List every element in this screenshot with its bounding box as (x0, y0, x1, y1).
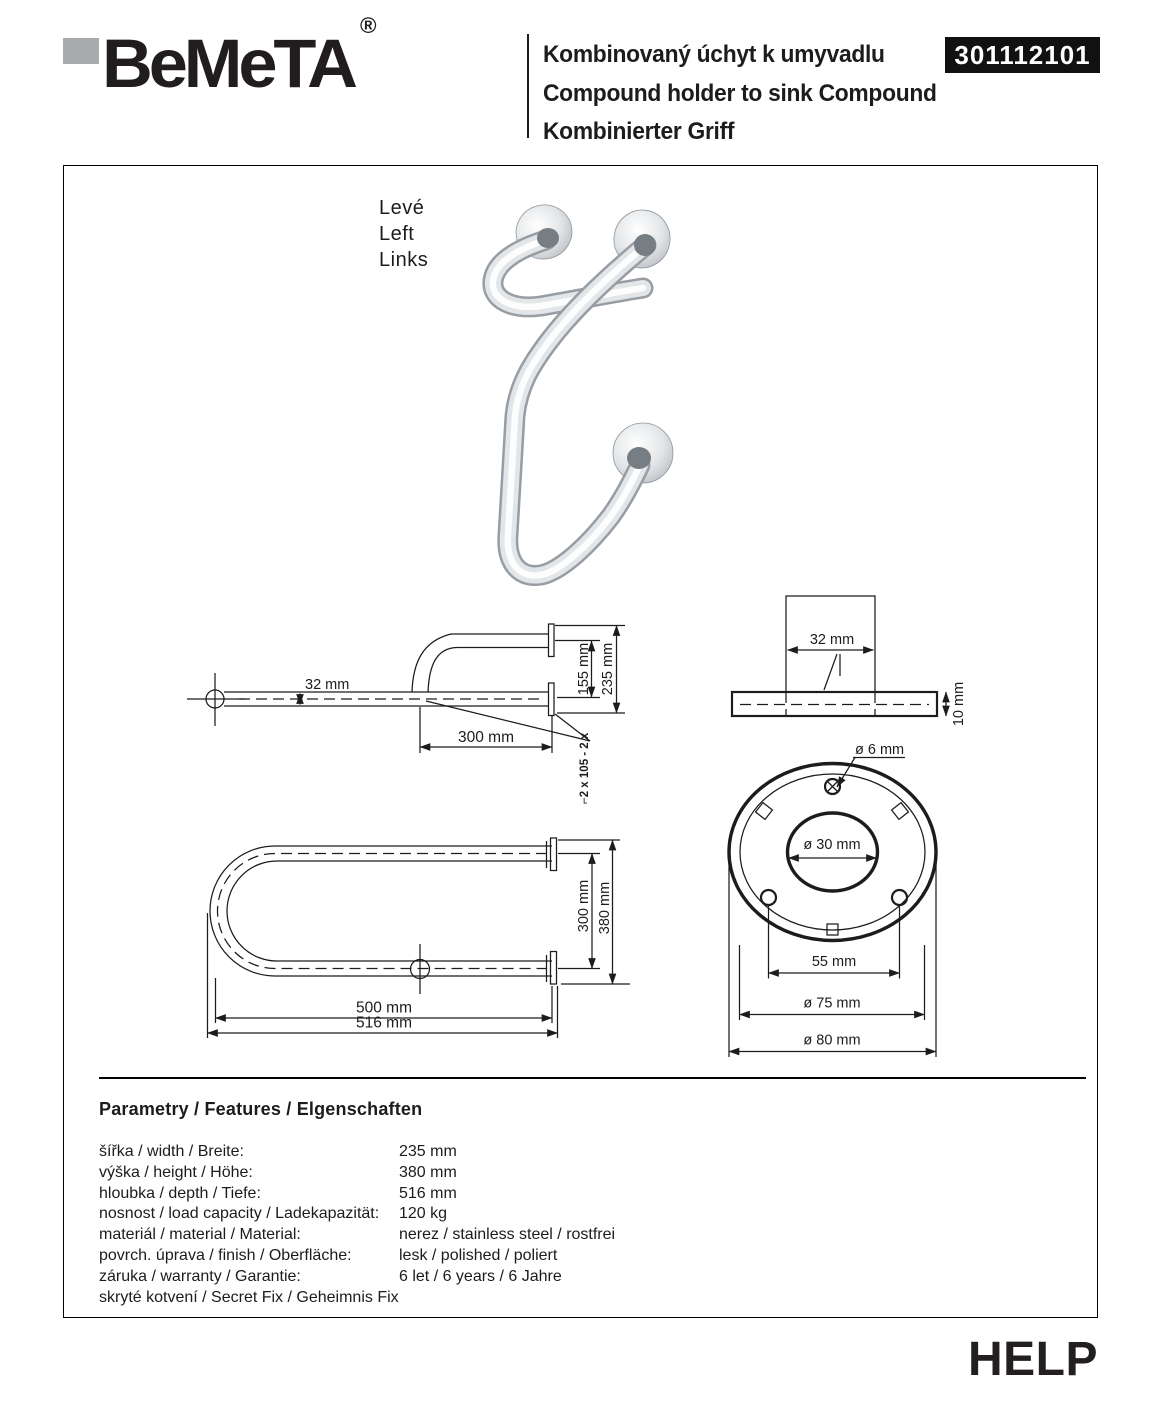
brand-logo-text: BeMeTA (102, 25, 354, 102)
dim-side-tube-diameter: 32 mm (305, 677, 350, 693)
table-row (99, 1225, 999, 1246)
param-value: nerez / stainless steel / rostfrei (399, 1226, 616, 1244)
param-label: šířka / width / Breite: (99, 1143, 244, 1160)
product-code-badge: 301112101 (945, 37, 1100, 73)
param-label: záruka / warranty / Garantie: (99, 1267, 301, 1285)
dim-side-depth: 300 mm (458, 729, 514, 746)
table-row (99, 1267, 999, 1288)
dim-hole-pitch: 55 mm (811, 954, 857, 970)
param-value: 6 let / 6 years / 6 Jahre (399, 1267, 562, 1285)
param-value: 516 mm (399, 1184, 457, 1202)
table-row (99, 1204, 999, 1225)
dim-center-hole: ø 30 mm (803, 837, 861, 853)
param-value: 120 kg (399, 1205, 448, 1223)
param-value: 235 mm (399, 1143, 457, 1160)
product-title-de: Kombinierter Griff (543, 118, 735, 145)
registered-trademark: ® (359, 13, 377, 38)
dim-side-height-inner: 155 mm (576, 642, 592, 696)
header-divider (527, 34, 529, 138)
param-label: skryté kotvení / Secret Fix / Geheimnis Fix (99, 1288, 399, 1306)
table-row (99, 1142, 999, 1163)
param-value: 380 mm (399, 1163, 457, 1181)
dim-flange-thickness: 10 mm (951, 681, 967, 727)
table-row (99, 1163, 999, 1184)
variant-line-cs: Levé (379, 197, 425, 219)
dim-top-length-tube: 500 mm (356, 999, 412, 1017)
param-value: lesk / polished / poliert (399, 1246, 558, 1264)
dim-flange-tube-width: 32 mm (809, 632, 855, 648)
dim-top-length-total: 516 mm (356, 1014, 412, 1032)
flange-side-drawing (732, 596, 967, 726)
param-label: povrch. úprava / finish / Oberfläche: (99, 1246, 352, 1264)
table-row (99, 1246, 999, 1267)
top-view-drawing (208, 838, 631, 1038)
variant-line-en: Left (379, 223, 415, 245)
brand-mark-square (63, 38, 99, 64)
dim-side-bend-note: ⌐2 x 105 - 2 x (579, 732, 591, 804)
dim-top-depth-outer: 380 mm (597, 881, 613, 935)
parameters-table (99, 1142, 999, 1308)
param-label: nosnost / load capacity / Ladekapazität: (99, 1205, 380, 1223)
param-label: výška / height / Höhe: (99, 1163, 253, 1181)
parameters-heading: Parametry / Features / Elgenschaften (99, 1099, 423, 1119)
dim-top-depth-inner: 300 mm (576, 879, 592, 933)
param-label: materiál / material / Material: (99, 1226, 301, 1244)
flange-front-drawing (729, 742, 936, 1057)
product-photo (379, 197, 675, 576)
side-view-drawing (187, 624, 625, 804)
help-logo: HELP (967, 1333, 1098, 1386)
param-label: hloubka / depth / Tiefe: (99, 1184, 261, 1202)
brand-logo (102, 13, 377, 103)
variant-label (379, 197, 428, 271)
param-value (399, 1288, 999, 1309)
table-row (99, 1184, 999, 1205)
product-title-en: Compound holder to sink Compound (543, 79, 937, 107)
dim-outer-diameter: ø 80 mm (803, 1032, 861, 1049)
dim-inner-diameter: ø 75 mm (803, 995, 861, 1012)
product-title-cs: Kombinovaný úchyt k umyvadlu (543, 41, 885, 68)
table-row (99, 1288, 999, 1309)
parameters-divider (99, 1077, 1086, 1079)
dim-side-height-outer: 235 mm (600, 642, 616, 696)
variant-line-de: Links (379, 249, 429, 271)
dim-screw-hole: ø 6 mm (855, 742, 905, 758)
